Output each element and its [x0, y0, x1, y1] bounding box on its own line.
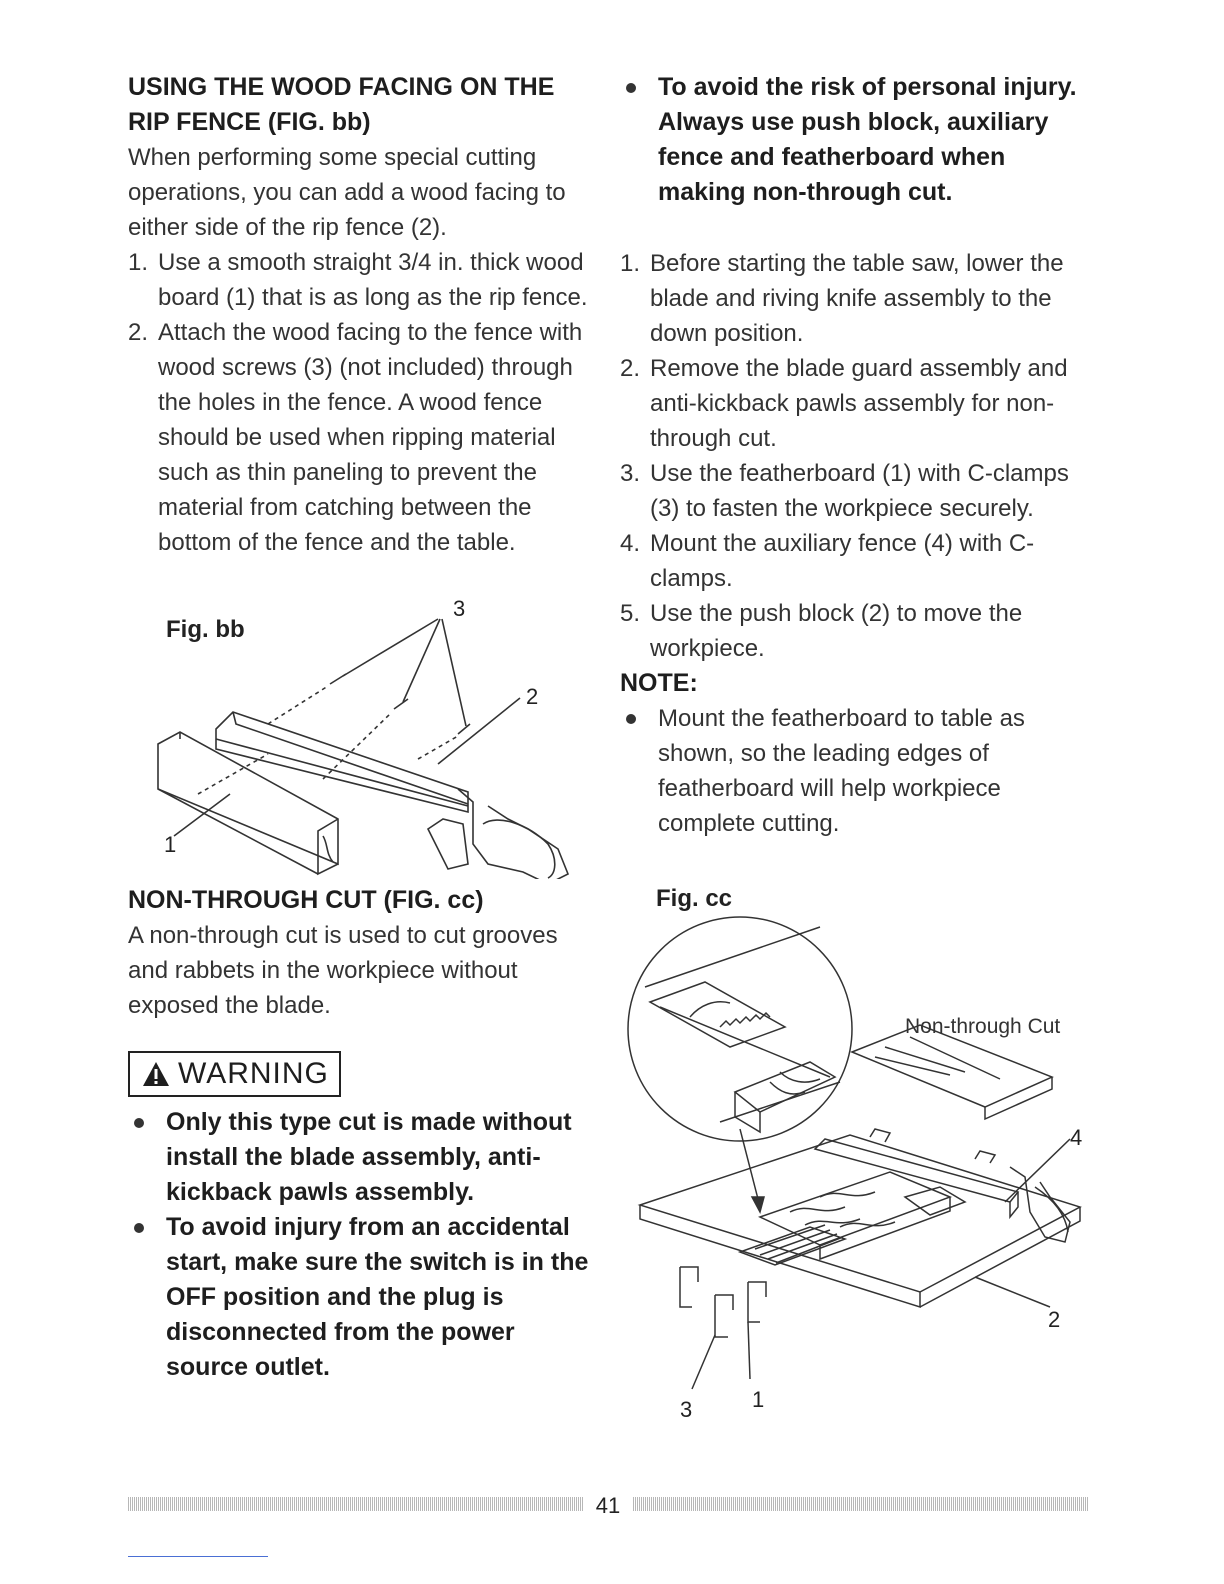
list-item: 4. Mount the auxiliary fence (4) with C-clamps.: [620, 530, 1035, 592]
figure-cc-callout-3: 3: [680, 1397, 693, 1422]
page-footer: [128, 1493, 1088, 1519]
warning-box: [128, 1051, 341, 1097]
bullet-icon: [626, 714, 636, 724]
section-title-wood-facing: USING THE WOOD FACING ON THE RIP FENCE (FIG. bb): [128, 73, 555, 136]
list-item: 1. Before starting the table saw, lower the blade and riving knife assembly to the down position.: [620, 250, 1064, 347]
warning-label: WARNING: [178, 1057, 329, 1090]
list-item: Mount the featherboard to table as shown, so the leading edges of featherboard will help workpiece complete cutting.: [620, 701, 1090, 841]
wood-facing-steps: [128, 245, 598, 560]
section-intro-wood-facing: When performing some special cutting operations, you can add a wood facing to either side of the rip fence (2).: [128, 144, 566, 241]
safety-bullets: [620, 70, 1090, 210]
figure-cc-callout-4: 4: [1070, 1125, 1083, 1150]
figure-cc-caption: Non-through Cut: [905, 1015, 1061, 1038]
figure-bb-callout-2: 2: [526, 684, 539, 709]
list-item: To avoid the risk of personal injury. Always use push block, auxiliary fence and featherboard when making non-through cut.: [620, 70, 1090, 210]
warning-triangle-icon: [142, 1061, 170, 1087]
bottom-rule: [128, 1556, 268, 1557]
right-column: [620, 70, 1090, 1427]
note-list: [620, 701, 1090, 841]
list-item: 2. Remove the blade guard assembly and anti-kickback pawls assembly for non-through cut.: [620, 355, 1068, 452]
list-item: To avoid injury from an accidental start, make sure the switch is in the OFF position and the plug is disconnected from the power source outlet.: [128, 1210, 598, 1385]
note-title: NOTE:: [620, 669, 698, 697]
figure-bb-callout-1: 1: [164, 832, 177, 857]
footer-bar-right: [633, 1497, 1088, 1511]
list-item: 2. Attach the wood facing to the fence with wood screws (3) (not included) through the holes in the fence. A wood fence should be used when ripping material such as thin paneling to prevent the material from catching between the bottom of the fence and the table.: [128, 319, 583, 556]
figure-bb-label: Fig. bb: [166, 616, 245, 643]
figure-bb: [128, 574, 598, 879]
non-through-cut-illustration: [620, 867, 1090, 1427]
left-column: [128, 70, 598, 1385]
figure-cc: [620, 867, 1090, 1427]
page-number: 41: [595, 1493, 621, 1518]
rip-fence-wood-facing-illustration: [128, 574, 598, 879]
bullet-icon: [626, 83, 636, 93]
section-intro-non-through-cut: A non-through cut is used to cut grooves and rabbets in the workpiece without exposed the blade.: [128, 922, 558, 1019]
figure-cc-callout-2: 2: [1048, 1307, 1061, 1332]
list-item: 3. Use the featherboard (1) with C-clamps (3) to fasten the workpiece securely.: [620, 460, 1069, 522]
non-through-cut-steps: [620, 246, 1090, 666]
list-item: Only this type cut is made without install the blade assembly, anti-kickback pawls assembly.: [128, 1105, 598, 1210]
figure-bb-callout-3: 3: [453, 596, 466, 621]
warning-list: [128, 1105, 598, 1385]
bullet-icon: [134, 1118, 144, 1128]
section-title-non-through-cut: NON-THROUGH CUT (FIG. cc): [128, 886, 484, 914]
list-item: 5. Use the push block (2) to move the workpiece.: [620, 600, 1023, 662]
bullet-icon: [134, 1223, 144, 1233]
figure-cc-label: Fig. cc: [656, 885, 733, 912]
list-item: 1. Use a smooth straight 3/4 in. thick wood board (1) that is as long as the rip fence.: [128, 249, 588, 311]
figure-cc-callout-1: 1: [752, 1387, 765, 1412]
footer-bar-left: [128, 1497, 583, 1511]
